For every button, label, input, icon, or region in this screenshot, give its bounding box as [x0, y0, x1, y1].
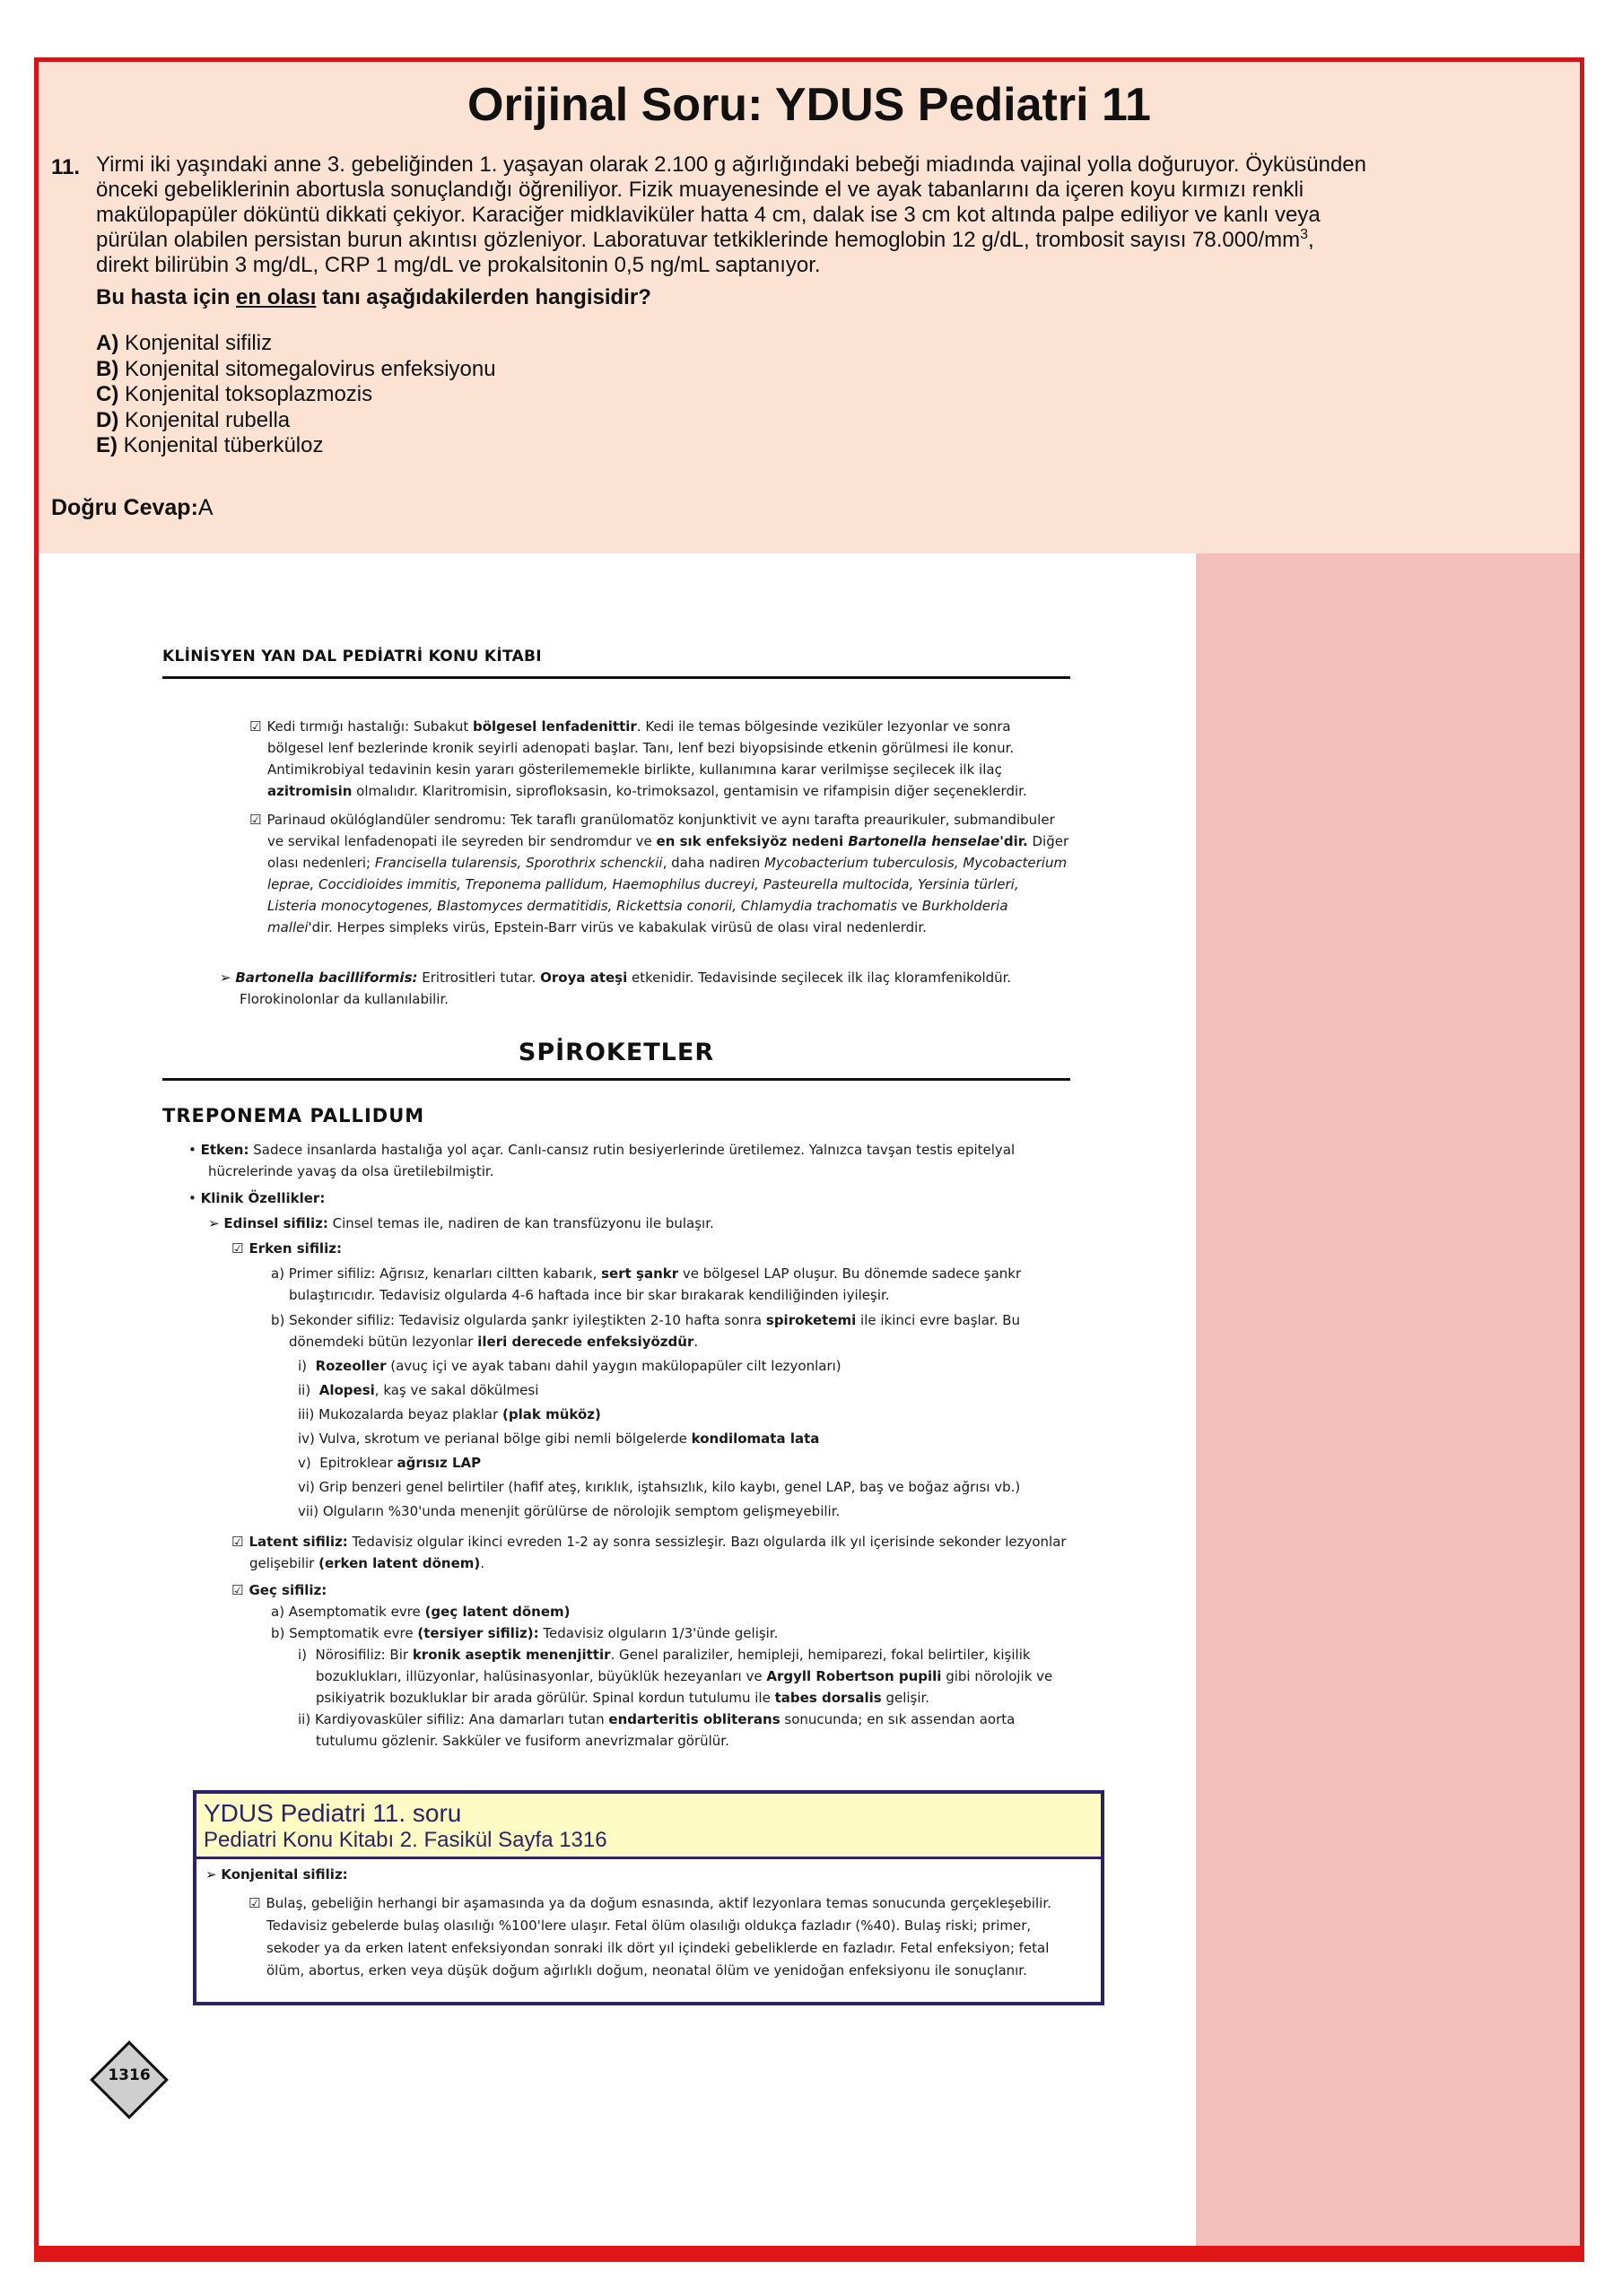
checkbox-icon: ☑ — [249, 1895, 261, 1911]
reference-body: ➢ Konjenital sifiliz: ☑ Bulaş, gebeliğin herhangi bir aşamasında ya da doğum esnasında, aktif lezyonlara temas sonucunda gerçekleşebilir. Tedavisiz gebelerde bulaş olasılığı %100'lere ulaşır. Fetal ölüm olasılığı oldukça fazladır (%40). Bulaş riski; primer, sekoder ya da erken latent enfeksiyondan sonraki ilk dört yıl içindeki gebeliklerde en fazladır. Fetal enfeksiyon; fetal ölüm, abortus, erken veya düşük doğum ağırlıklı doğum, neonatal ölüm ve yenidoğan enfeksiyonu ile sonuçlanır. — [205, 1866, 1051, 1979]
book-paragraph: ➢ Bartonella bacilliformis: Eritrositleri tutar. Oroya ateşi etkenidir. Tedavisinde seçilecek ilk ilaç kloramfenikoldür. Florokinolonlar da kullanılabilir. — [220, 970, 1012, 1007]
option-b[interactable]: B) Konjenital sitomegalovirus enfeksiyonu — [96, 356, 496, 381]
side-panel — [1196, 553, 1580, 2246]
reference-line-2: Pediatri Konu Kitabı 2. Fasikül Sayfa 1316 — [204, 1828, 607, 1852]
book-body: • Etken: Sadece insanlarda hastalığa yol açar. Canlı-cansız rutin besiyerlerinde üretilemez. Yalnızca tavşan testis epitelyal hücrelerinde yavaş da olsa üretilebilmiştir. • Klinik Özellikler: ➢ Edinsel sifiliz: Cinsel temas ile, nadiren de kan transfüzyonu ile bulaşır. ☑ Erken sifiliz: a) Primer sifiliz: Ağrısız, kenarları ciltten kabarık, sert şankr ve bölgesel LAP oluşur. Bu dönemde sadece şankr bulaştırıcıdır. Tedavisiz olgularda 4-6 haftada ince bir skar bırakarak kendiliğinden iyileşir. b) Sekonder sifiliz: Tedavisiz olgularda şankr iyileştikten 2-10 hafta sonra spiroketemi ile ikinci evre başlar. Bu dönemdeki bütün lezyonlar ileri derecede enfeksiyözdür. i) Rozeoller (avuç içi ve ayak tabanı dahil yaygın makülopapüler cilt lezyonları) ii) Alopesi, kaş ve sakal dökülmesi iii) Mukozalarda beyaz plaklar (plak müköz) iv) Vulva, skrotum ve perianal bölge gibi nemli bölgelerde kondilomata lata v) Epitroklear ağrısız LAP vi) Grip benzeri genel belirtiler (hafif ateş, kırıklık, iştahsızlık, kilo kaybı, genel LAP, baş ve boğaz ağrısı vb.) vii) Olguların %30'unda menenjit görülürse de nörolojik semptom gelişmeyebilir. ☑ Latent sifiliz: Tedavisiz olgular ikinci evreden 1-2 ay sonra sessizleşir. Bazı olgularda ilk yıl içerisinde sekonder lezyonlar gelişebilir (erken latent dönem). ☑ Geç sifiliz: a) Asemptomatik evre (geç latent dönem) b) Semptomatik evre (tersiyer sifiliz): Tedavisiz olguların 1/3'ünde gelişir. i) Nörosifiliz: Bir kronik aseptik menenjittir. Genel paraliziler, hemipleji, hemiparezi, fokal belirtiler, kişilik bozuklukları, illüzyonlar, halüsinasyonlar, büyüklük hezeyanları ve Argyll Robertson pupili gibi nörolojik ve psikiyatrik bozukluklar bir arada görülür. Spinal kordun tutulumu ile tabes dorsalis gelişir. ii) Kardiyovasküler sifiliz: Ana damarları tutan endarteritis obliterans sonucunda; en sık assendan aorta tutulumu gözlenir. Sakküler ve fusiform anevrizmalar görülür. — [188, 1142, 1067, 1749]
option-d[interactable]: D) Konjenital rubella — [96, 407, 291, 432]
option-a[interactable]: A) Konjenital sifiliz — [96, 331, 273, 355]
option-c[interactable]: C) Konjenital toksoplazmozis — [96, 382, 373, 406]
checkbox-icon: ☑ — [231, 1240, 244, 1257]
question-panel — [39, 62, 1580, 553]
stem-line: direkt bilirübin 3 mg/dL, CRP 1 mg/dL ve prokalsitonin 0,5 ng/mL saptanıyor. — [96, 253, 821, 277]
stem-line-text: pürülan olabilen persistan burun akıntısı gözleniyor. Laboratuvar tetkiklerinde hemoglobin 12 g/dL, trombosit sayısı 78.000/mm — [96, 228, 1301, 252]
page-number: 1316 — [108, 2066, 151, 2084]
checkbox-icon: ☑ — [231, 1534, 244, 1550]
reference-header — [196, 1794, 1101, 1859]
question-number: 11. — [51, 155, 81, 179]
stem-line: önceki gebeliklerinin abortusla sonuçlandığı öğreniliyor. Fizik muayenesinde el ve ayak tabanlarını da içeren koyu kırmızı renkli — [96, 178, 1304, 202]
bottom-bar — [34, 2246, 1584, 2262]
option-e[interactable]: E) Konjenital tüberküloz — [96, 433, 324, 457]
prompt-post: tanı aşağıdakilerden hangisidir? — [316, 285, 651, 309]
book-header: KLİNİSYEN YAN DAL PEDİATRİ KONU KİTABI — [162, 648, 542, 665]
header-rule — [162, 676, 1070, 679]
reference-line-1: YDUS Pediatri 11. soru — [204, 1799, 462, 1827]
correct-answer: Doğru Cevap:A — [51, 495, 214, 520]
question-stem — [96, 152, 1531, 278]
question-title: Orijinal Soru: YDUS Pediatri 11 — [467, 79, 1151, 131]
stem-line — [96, 228, 1531, 253]
stem-line: Yirmi iki yaşındaki anne 3. gebeliğinden 1. yaşayan olarak 2.100 g ağırlığındaki bebeği miadında vajinal yolla doğuruyor. Öyküsünden — [96, 152, 1366, 177]
prompt-underlined: en olası — [236, 285, 317, 309]
book-paragraph: ☑ Kedi tırmığı hastalığı: Subakut bölgesel lenfadenittir. Kedi ile temas bölgesinde veziküler lezyonlar ve sonra bölgesel lenf bezlerinde kronik seyirli adenopati başlar. Tanı, lenf bezi biyopsisinde etkenin görülmesi ile konur. Antimikrobiyal tedavinin kesin yararı gösterilememekle birlikte, kullanımına karar verilmişse seçilecek ilk ilaç azitromisin olmalıdır. Klaritromisin, siprofloksasin, ko-trimoksazol, gentamisin ve rifampisin diğer seçeneklerdir. ☑ Parinaud okülóglandüler sendromu: Tek taraflı granülomatöz konjunktivit ve aynı tarafta preaurikuler, submandibuler ve servikal lenfadenopati ile seyreden bir sendromdur ve en sık enfeksiyöz nedeni Bartonella henselae'dir. Diğer olası nedenleri; Francisella tularensis, Sporothrix schenckii, daha nadiren Mycobacterium tuberculosis, Mycobacterium leprae, Coccidioides immitis, Treponema pallidum, Haemophilus ducreyi, Pasteurella multocida, Yersinia türleri, Listeria monocytogenes, Blastomyces dermatitidis, Rickettsia conorii, Chlamydia trachomatis ve Burkholderia mallei'dir. Herpes simpleks virüs, Epstein-Barr virüs ve kabakulak virüsü de olası viral nedenlerdir. — [249, 718, 1069, 935]
subsection-title: TREPONEMA PALLIDUM — [162, 1105, 425, 1126]
prompt-pre: Bu hasta için — [96, 285, 237, 309]
checkbox-icon: ☑ — [249, 718, 262, 735]
question-prompt — [96, 285, 651, 310]
superscript: 3 — [1300, 227, 1309, 242]
section-title: SPİROKETLER — [518, 1039, 715, 1066]
stem-line: makülopapüler döküntü dikkati çekiyor. Karaciğer midklaviküler hatta 4 cm, dalak ise 3 cm kot altında palpe ediliyor ve kanlı veya — [96, 203, 1321, 227]
checkbox-icon: ☑ — [231, 1582, 244, 1598]
checkbox-icon: ☑ — [249, 812, 262, 828]
reference-box — [193, 1790, 1104, 2005]
section-rule — [162, 1078, 1070, 1081]
stem-line-tail: , — [1308, 228, 1314, 252]
answer-options — [96, 331, 496, 459]
